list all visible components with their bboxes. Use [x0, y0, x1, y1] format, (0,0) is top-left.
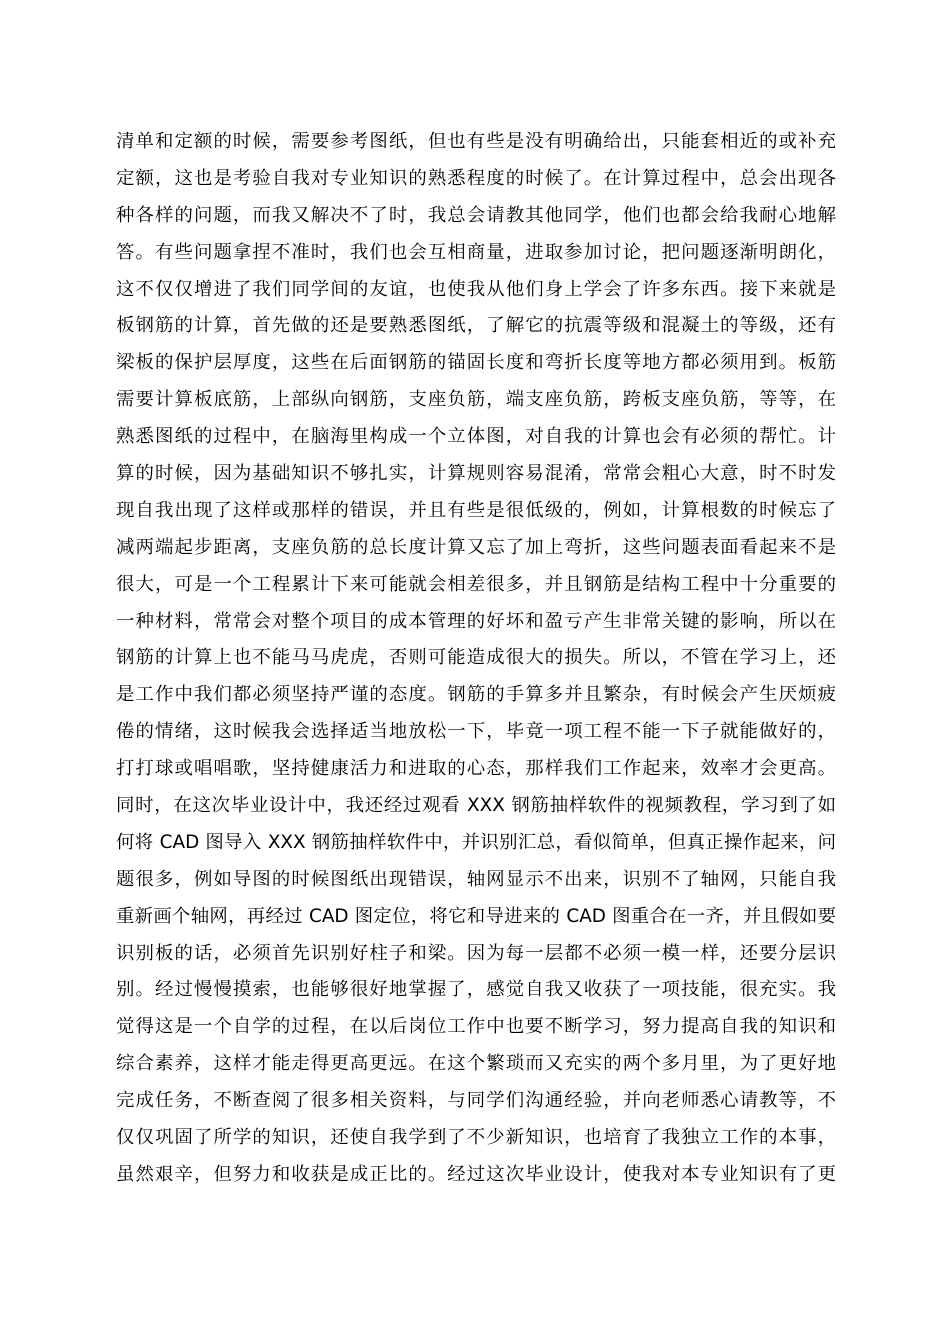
text-line: 何将 CAD 图导入 XXX 钢筋抽样软件中，并识别汇总，看似简单，但真正操作起来，问: [116, 831, 836, 853]
text-line: 这不仅仅增进了我们同学间的友谊，也使我从他们身上学会了许多东西。接下来就是: [116, 278, 836, 300]
text-line: 倦的情绪，这时候我会选择适当地放松一下，毕竟一项工程不能一下子就能做好的，: [116, 721, 836, 743]
body-text: [116, 124, 836, 1194]
text-line: 种各样的问题，而我又解决不了时，我总会请教其他同学，他们也都会给我耐心地解: [116, 204, 836, 226]
text-line: 觉得这是一个自学的过程，在以后岗位工作中也要不断学习，努力提高自我的知识和: [116, 1016, 836, 1038]
text-line: 需要计算板底筋，上部纵向钢筋，支座负筋，端支座负筋，跨板支座负筋，等等，在: [116, 389, 836, 411]
text-line: 板钢筋的计算，首先做的还是要熟悉图纸，了解它的抗震等级和混凝土的等级，还有: [116, 315, 836, 337]
text-line: 减两端起步距离，支座负筋的总长度计算又忘了加上弯折，这些问题表面看起来不是: [116, 536, 836, 558]
text-line: 算的时候，因为基础知识不够扎实，计算规则容易混淆，常常会粗心大意，时不时发: [116, 463, 836, 485]
text-line: 完成任务，不断查阅了很多相关资料，与同学们沟通经验，并向老师悉心请教等，不: [116, 1090, 836, 1112]
text-line: 梁板的保护层厚度，这些在后面钢筋的锚固长度和弯折长度等地方都必须用到。板筋: [116, 352, 836, 374]
text-line: 钢筋的计算上也不能马马虎虎，否则可能造成很大的损失。所以，不管在学习上，还: [116, 647, 836, 669]
text-line: 熟悉图纸的过程中，在脑海里构成一个立体图，对自我的计算也会有必须的帮忙。计: [116, 426, 836, 448]
text-line: 打打球或唱唱歌，坚持健康活力和进取的心态，那样我们工作起来，效率才会更高。: [116, 758, 836, 780]
text-line: 同时，在这次毕业设计中，我还经过观看 XXX 钢筋抽样软件的视频教程，学习到了如: [116, 795, 836, 817]
text-line: 定额，这也是考验自我对专业知识的熟悉程度的时候了。在计算过程中，总会出现各: [116, 167, 836, 189]
text-line: 清单和定额的时候，需要参考图纸，但也有些是没有明确给出，只能套相近的或补充: [116, 131, 836, 152]
text-line: 很大，可是一个工程累计下来可能就会相差很多，并且钢筋是结构工程中十分重要的: [116, 573, 836, 595]
text-line: 别。经过慢慢摸索，也能够很好地掌握了，感觉自我又收获了一项技能，很充实。我: [116, 979, 836, 1001]
text-line: 答。有些问题拿捏不准时，我们也会互相商量，进取参加讨论，把问题逐渐明朗化，: [116, 241, 836, 263]
text-line: 综合素养，这样才能走得更高更远。在这个繁琐而又充实的两个多月里，为了更好地: [116, 1053, 836, 1075]
text-line: 重新画个轴网，再经过 CAD 图定位，将它和导进来的 CAD 图重合在一齐，并且假如要: [116, 905, 836, 927]
text-line: 一种材料，常常会对整个项目的成本管理的好坏和盈亏产生非常关键的影响，所以在: [116, 610, 836, 632]
text-line: 仅仅巩固了所学的知识，还使自我学到了不少新知识，也培育了我独立工作的本事，: [116, 1127, 836, 1149]
text-line: 虽然艰辛，但努力和收获是成正比的。经过这次毕业设计，使我对本专业知识有了更: [116, 1163, 836, 1185]
text-line: 现自我出现了这样或那样的错误，并且有些是很低级的，例如，计算根数的时候忘了: [116, 499, 836, 521]
text-line: 识别板的话，必须首先识别好柱子和梁。因为每一层都不必须一模一样，还要分层识: [116, 942, 836, 964]
text-line: 是工作中我们都必须坚持严谨的态度。钢筋的手算多并且繁杂，有时候会产生厌烦疲: [116, 684, 836, 706]
text-line: 题很多，例如导图的时候图纸出现错误，轴网显示不出来，识别不了轴网，只能自我: [116, 868, 836, 890]
